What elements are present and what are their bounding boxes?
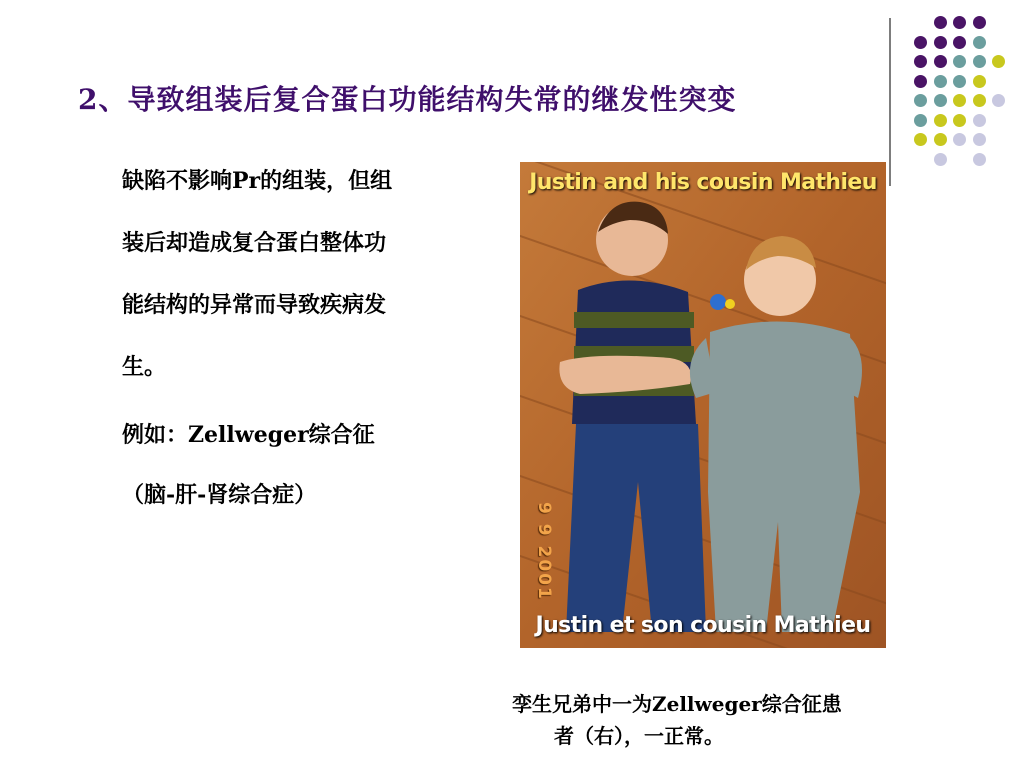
decorative-dot	[973, 75, 986, 88]
decorative-dot	[973, 94, 986, 107]
decorative-dot	[934, 16, 947, 29]
decorative-dot	[992, 55, 1005, 68]
decorative-dot	[953, 55, 966, 68]
example-line: （脑-肝-肾综合症）	[122, 482, 317, 508]
decorative-dot	[953, 94, 966, 107]
decorative-dot	[953, 75, 966, 88]
decorative-dot	[914, 114, 927, 127]
divider-line	[889, 18, 891, 186]
slide-title: 2、导致组装后复合蛋白功能结构失常的继发性突变	[78, 83, 737, 116]
decorative-dot	[973, 153, 986, 166]
photo-caption-bottom: Justin et son cousin Mathieu	[535, 613, 871, 638]
decorative-dot-grid	[900, 12, 1012, 168]
decorative-dot	[934, 114, 947, 127]
decorative-dot	[934, 133, 947, 146]
body-line: 生。	[122, 354, 167, 380]
decorative-dot	[934, 94, 947, 107]
decorative-dot	[953, 114, 966, 127]
decorative-dot	[914, 55, 927, 68]
decorative-dot	[973, 133, 986, 146]
decorative-dot	[914, 75, 927, 88]
decorative-dot	[953, 133, 966, 146]
decorative-dot	[973, 55, 986, 68]
photo-date-stamp: 9 9 2001	[534, 502, 554, 601]
decorative-dot	[953, 36, 966, 49]
decorative-dot	[934, 75, 947, 88]
decorative-dot	[953, 16, 966, 29]
decorative-dot	[914, 36, 927, 49]
decorative-dot	[973, 36, 986, 49]
figure-caption-line: 者（右），一正常。	[554, 724, 724, 748]
body-line: 能结构的异常而导致疾病发	[122, 292, 387, 318]
decorative-dot	[973, 16, 986, 29]
photo-caption-top: Justin and his cousin Mathieu	[529, 170, 877, 195]
photo-illustration	[520, 162, 886, 648]
decorative-dot	[914, 94, 927, 107]
example-paragraph	[122, 405, 482, 525]
figure-caption	[512, 688, 922, 752]
decorative-dot	[934, 55, 947, 68]
body-paragraph	[122, 150, 472, 398]
decorative-dot	[973, 114, 986, 127]
decorative-dot	[934, 153, 947, 166]
decorative-dot	[992, 94, 1005, 107]
body-line: 缺陷不影响Pr的组装，但组	[122, 168, 393, 194]
decorative-dot	[914, 133, 927, 146]
body-line: 装后却造成复合蛋白整体功	[122, 230, 387, 256]
photo-twins	[520, 162, 886, 648]
figure-caption-line: 孪生兄弟中一为Zellweger综合征患	[512, 692, 842, 716]
example-line: 例如：Zellweger综合征	[122, 422, 375, 448]
decorative-dot	[934, 36, 947, 49]
